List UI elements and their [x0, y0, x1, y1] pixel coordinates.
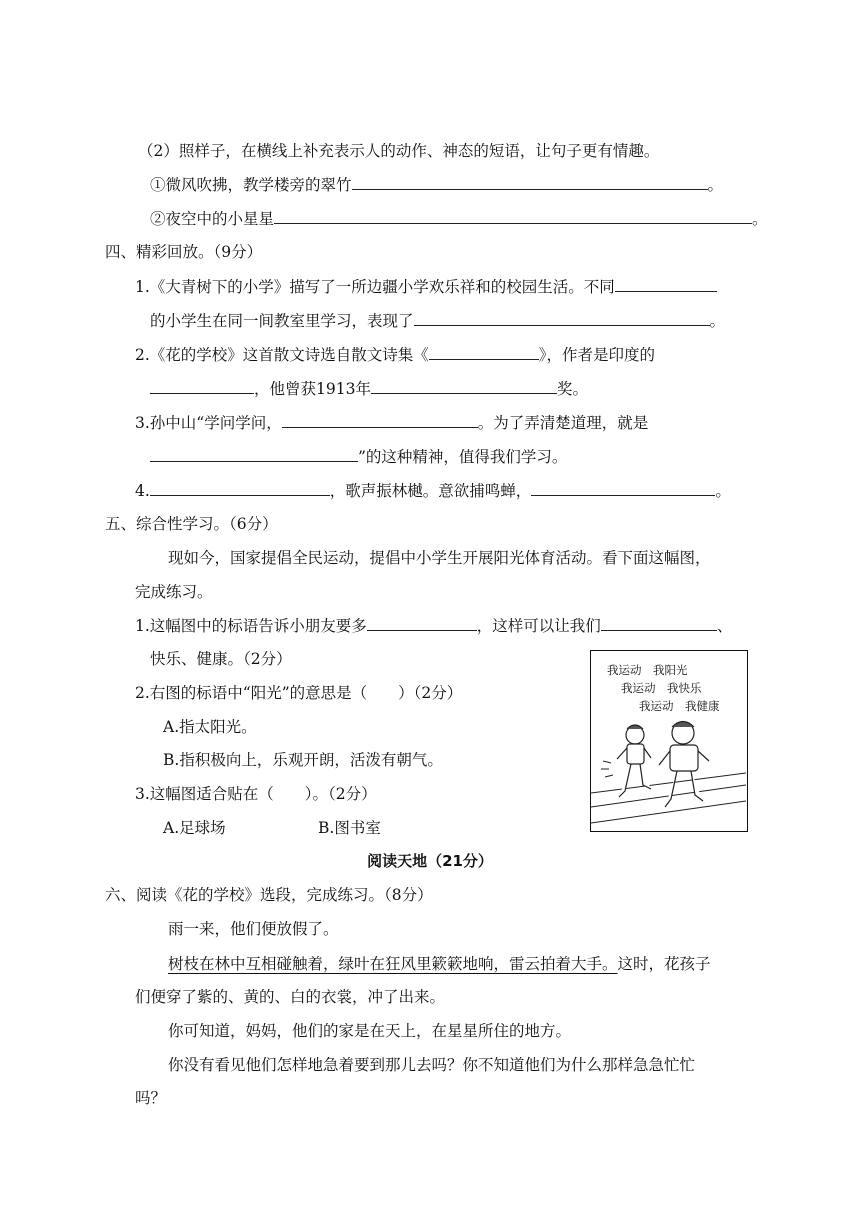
section5-q3-options: A.足球场 B.图书室	[163, 819, 381, 837]
section4-q3-line1: 3.孙中山“学问学问， 。为了弄清楚道理，就是	[135, 411, 648, 434]
section4-q2-line1: 2.《花的学校》这首散文诗选自散文诗集《 》，作者是印度的	[135, 343, 655, 366]
slogan-2: 我运动 我快乐	[621, 681, 702, 695]
section4-q1-line2: 的小学生在同一间教室里学习，表现了 。	[150, 309, 725, 332]
section4-q4: 4. ，歌声振林樾。意欲捕鸣蝉， 。	[135, 479, 731, 502]
running-kids-drawing	[591, 711, 746, 831]
answer-blank[interactable]	[150, 445, 358, 462]
passage-p4-line2: 吗？	[135, 1089, 167, 1107]
answer-blank[interactable]	[414, 309, 710, 326]
answer-blank[interactable]	[429, 343, 539, 360]
answer-blank[interactable]	[371, 377, 557, 394]
section3-item1: ①微风吹拂，教学楼旁的翠竹 。	[150, 173, 723, 196]
passage-p1: 雨一来，他们便放假了。	[168, 920, 339, 938]
answer-blank[interactable]	[274, 207, 752, 224]
passage-p4-line1: 你没有看见他们怎样地急着要到那儿去吗？你不知道他们为什么那样急急忙忙	[168, 1056, 696, 1074]
section5-q1-line1: 1.这幅图中的标语告诉小朋友要多 ，这样可以让我们 、	[135, 614, 732, 637]
answer-blank[interactable]	[150, 479, 330, 496]
passage-p3: 你可知道，妈妈，他们的家是在天上，在星星所住的地方。	[168, 1022, 572, 1040]
answer-blank[interactable]	[352, 173, 708, 190]
section5-q2-option-b: B.指积极向上，乐观开朗，活泼有朝气。	[163, 751, 443, 769]
section5-q2-option-a: A.指太阳光。	[163, 718, 257, 736]
underlined-sentence: 树枝在林中互相碰触着，绿叶在狂风里簌簌地响，雷云拍着大手。	[168, 955, 618, 973]
section4-heading: 四、精彩回放。（9分）	[105, 243, 263, 261]
slogan-3: 我运动 我健康	[639, 699, 720, 713]
answer-blank[interactable]	[150, 377, 254, 394]
passage-p2-line2: 们便穿了紫的、黄的、白的衣裳，冲了出来。	[135, 988, 446, 1006]
section4-q1-line1: 1.《大青树下的小学》描写了一所边疆小学欢乐祥和的校园生活。不同	[135, 275, 717, 298]
answer-blank[interactable]	[282, 411, 478, 428]
slogan-1: 我运动 我阳光	[607, 663, 688, 677]
answer-blank[interactable]	[531, 479, 715, 496]
section4-q3-line2: ”的这种精神，值得我们学习。	[150, 445, 567, 468]
section6-heading: 六、阅读《花的学校》选段，完成练习。（8分）	[105, 886, 433, 904]
section5-intro-line1: 现如今，国家提倡全民运动，提倡中小学生开展阳光体育活动。看下面这幅图，	[168, 549, 711, 567]
answer-blank[interactable]	[601, 614, 717, 631]
section5-q2: 2.右图的标语中“阳光”的意思是（ ）（2分）	[135, 684, 463, 702]
reading-section-title: 阅读天地（21分）	[367, 852, 493, 870]
section5-q3: 3.这幅图适合贴在（ ）。（2分）	[135, 785, 377, 803]
section5-heading: 五、综合性学习。（6分）	[105, 515, 278, 533]
section3-q2-prompt: （2）照样子，在横线上补充表示人的动作、神态的短语，让句子更有情趣。	[138, 142, 660, 160]
passage-p2-line1: 树枝在林中互相碰触着，绿叶在狂风里簌簌地响，雷云拍着大手。这时，花孩子	[168, 955, 711, 973]
answer-blank[interactable]	[615, 275, 717, 292]
section3-item2: ②夜空中的小星星 。	[150, 207, 768, 230]
section4-q2-line2: ，他曾获1913年 奖。	[150, 377, 588, 400]
section5-q1-line2: 快乐、健康。（2分）	[150, 650, 292, 668]
sports-illustration	[590, 650, 748, 832]
answer-blank[interactable]	[367, 614, 477, 631]
section5-intro-line2: 完成练习。	[135, 583, 213, 601]
